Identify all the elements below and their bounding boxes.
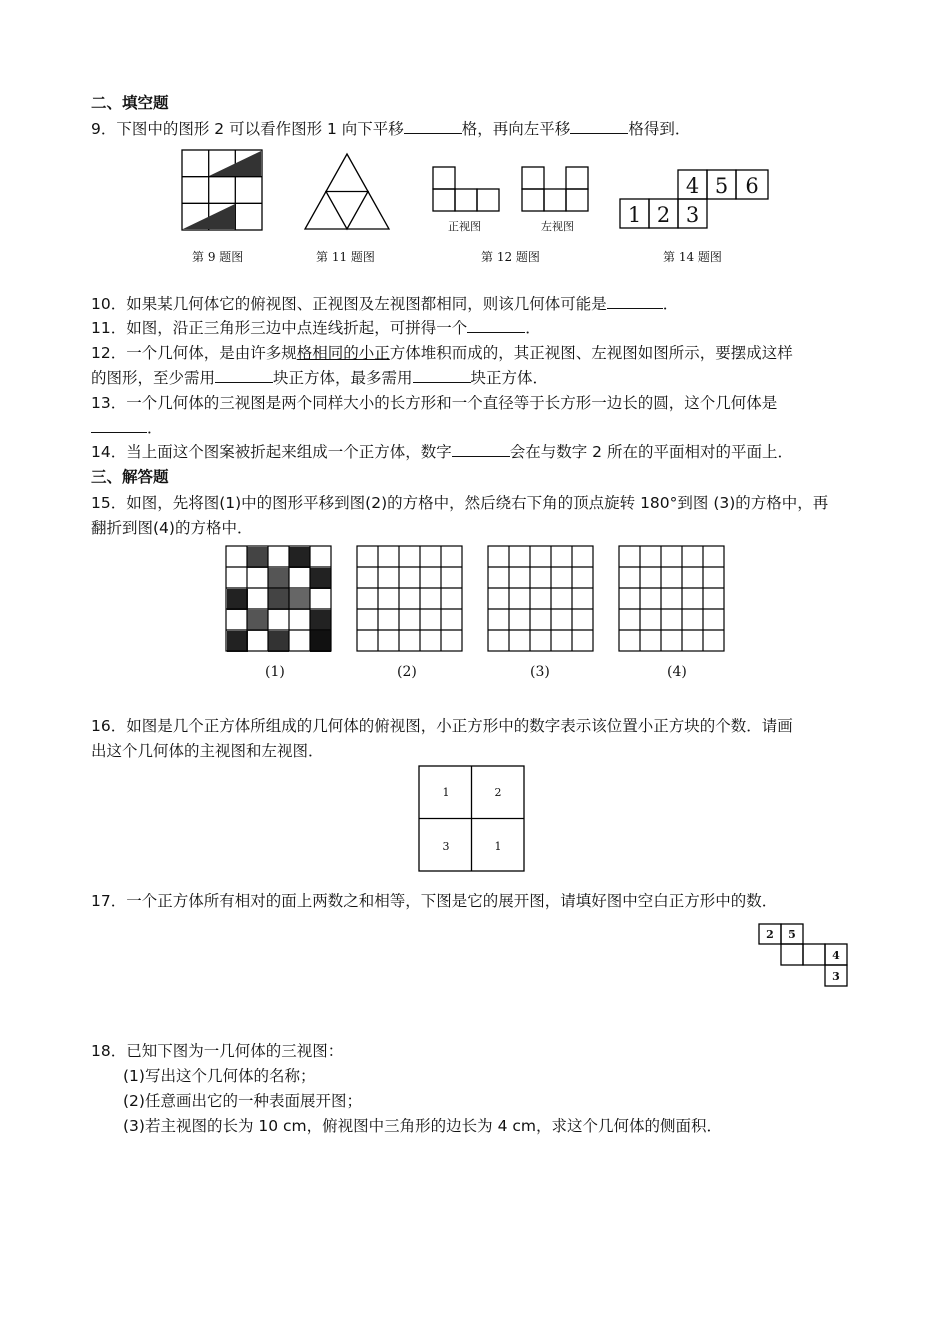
question-18-part-1: (1)写出这个几何体的名称； bbox=[123, 1067, 316, 1085]
q12-text-b: 方体堆积而成的，其正视图、左视图如图所示，要摆成这样 bbox=[389, 344, 793, 362]
q11-text-b: ． bbox=[525, 319, 541, 337]
q12-text-e: 块正方体． bbox=[470, 369, 549, 387]
net-digit-6: 6 bbox=[745, 174, 759, 198]
q9-text-b: 格，再向左平移 bbox=[461, 120, 571, 138]
caption-fig12: 第 12 题图 bbox=[481, 250, 540, 264]
question-12-line2 bbox=[91, 368, 548, 388]
net-digit-3: 3 bbox=[685, 203, 700, 227]
question-18: 18．已知下图为一几何体的三视图： bbox=[91, 1042, 344, 1060]
question-14 bbox=[91, 442, 793, 462]
question-16-line2: 出这个几何体的主视图和左视图． bbox=[91, 742, 324, 760]
question-15-line2: 翻折到图(4)的方格中． bbox=[91, 519, 253, 537]
label-front-view: 正视图 bbox=[448, 220, 481, 233]
grid-label-1: (1) bbox=[265, 664, 285, 680]
figure-12-left-view bbox=[521, 165, 593, 213]
q12-text-a: 12．一个几何体，是由许多规 bbox=[91, 344, 297, 362]
grid-2-empty bbox=[356, 545, 466, 655]
q12-blank-2 bbox=[413, 368, 471, 383]
q12-text-d: 块正方体，最多需用 bbox=[273, 369, 413, 387]
question-9 bbox=[91, 119, 690, 139]
question-17: 17．一个正方体所有相对的面上两数之和相等，下图是它的展开图，请填好图中空白正方形中的数． bbox=[91, 892, 778, 910]
net-face-3: 3 bbox=[832, 970, 840, 983]
net-digit-4: 4 bbox=[685, 174, 700, 198]
q11-blank bbox=[467, 318, 525, 333]
top-view-count-3: 3 bbox=[442, 840, 450, 853]
figure-17-cube-net bbox=[758, 922, 852, 990]
question-18-part-2: (2)任意画出它的一种表面展开图； bbox=[123, 1092, 362, 1110]
section-heading-answer: 三、解答题 bbox=[91, 468, 169, 486]
q10-text-b: ． bbox=[662, 295, 679, 313]
figure-14-net bbox=[619, 168, 771, 230]
net-face-5: 5 bbox=[788, 928, 796, 941]
grid-label-2: (2) bbox=[397, 664, 417, 680]
q10-text-a: 10．如果某几何体它的俯视图、正视图及左视图都相同，则该几何体可能是 bbox=[91, 295, 607, 313]
q9-text-a: 9．下图中的图形 2 可以看作图形 1 向下平移 bbox=[91, 120, 404, 138]
grid-label-4: (4) bbox=[667, 664, 687, 680]
question-16-line1: 16．如图是几个正方体所组成的几何体的俯视图，小正方形中的数字表示该位置小正方块的个数．请画 bbox=[91, 717, 793, 735]
figure-11-triangle bbox=[303, 152, 391, 232]
question-10 bbox=[91, 294, 678, 314]
q14-text-b: 会在与数字 2 所在的平面相对的平面上． bbox=[509, 443, 793, 461]
grid-1-filled bbox=[225, 545, 335, 655]
q10-blank bbox=[607, 294, 663, 309]
question-12-line1 bbox=[91, 343, 793, 363]
grid-4-empty bbox=[618, 545, 728, 655]
top-view-count-2: 2 bbox=[494, 786, 502, 799]
net-face-4: 4 bbox=[832, 949, 840, 962]
question-18-part-3: (3)若主视图的长为 10 cm，俯视图中三角形的边长为 4 cm，求这个几何体的侧面积． bbox=[123, 1117, 722, 1135]
q13-text-b: ． bbox=[147, 419, 163, 437]
label-left-view: 左视图 bbox=[541, 220, 574, 233]
figure-9-grid bbox=[181, 149, 263, 231]
q12-text-c: 的图形，至少需用 bbox=[91, 369, 216, 387]
q14-text-a: 14．当上面这个图案被折起来组成一个正方体，数字 bbox=[91, 443, 452, 461]
grid-3-empty bbox=[487, 545, 597, 655]
net-digit-1: 1 bbox=[627, 203, 642, 227]
figure-16-top-view bbox=[418, 765, 526, 873]
figure-12-front-view bbox=[432, 165, 504, 213]
question-13-answer-line bbox=[91, 418, 163, 438]
top-view-count-4: 1 bbox=[494, 840, 502, 853]
q14-blank bbox=[452, 442, 510, 457]
q12-blank-1 bbox=[215, 368, 273, 383]
q11-text-a: 11．如图，沿正三角形三边中点连线折起，可拼得一个 bbox=[91, 319, 468, 337]
top-view-count-1: 1 bbox=[442, 786, 450, 799]
q9-blank-2 bbox=[570, 119, 628, 134]
question-13: 13．一个几何体的三视图是两个同样大小的长方形和一个直径等于长方形一边长的圆，这个几何体是 bbox=[91, 394, 778, 412]
net-face-2: 2 bbox=[766, 928, 774, 941]
grid-label-3: (3) bbox=[530, 664, 550, 680]
section-heading-fill-blank: 二、填空题 bbox=[91, 94, 169, 112]
question-15-line1: 15．如图，先将图(1)中的图形平移到图(2)的方格中，然后绕右下角的顶点旋转 180°到图 (3)的方格中，再 bbox=[91, 494, 829, 512]
q9-text-c: 格得到． bbox=[628, 120, 691, 138]
q9-blank-1 bbox=[404, 119, 462, 134]
q13-blank bbox=[91, 418, 147, 433]
net-digit-2: 2 bbox=[656, 203, 671, 227]
caption-fig9: 第 9 题图 bbox=[192, 250, 244, 264]
q12-underlined: 格相同的小正 bbox=[296, 344, 390, 362]
net-digit-5: 5 bbox=[714, 174, 729, 198]
caption-fig14: 第 14 题图 bbox=[663, 250, 722, 264]
caption-fig11: 第 11 题图 bbox=[316, 250, 375, 264]
question-11 bbox=[91, 318, 541, 338]
